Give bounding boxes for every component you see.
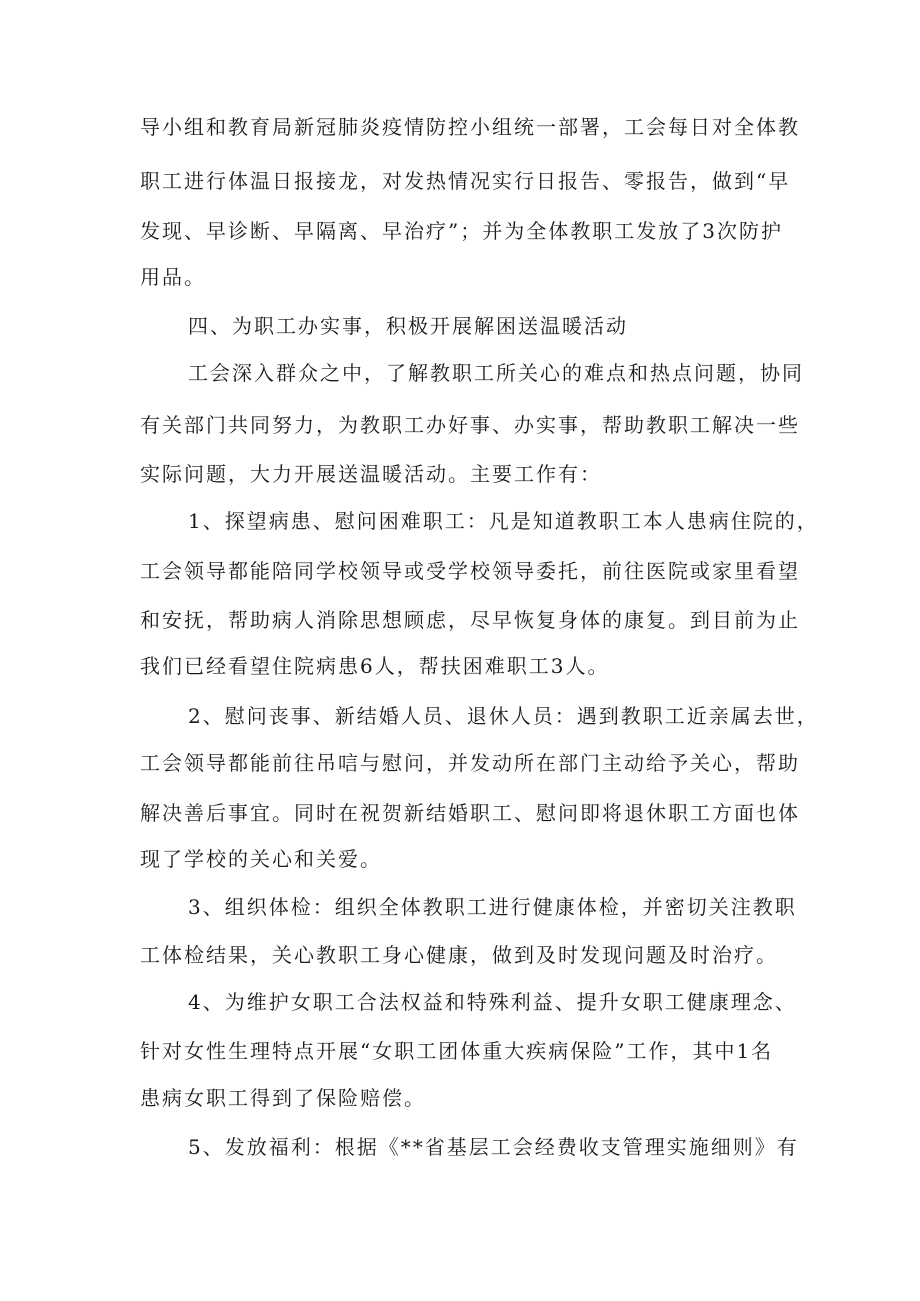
paragraph-line: 现了学校的关心和关爱。: [140, 847, 382, 871]
list-item-line: 4、为维护女职工合法权益和特殊利益、提升女职工健康理念、: [188, 990, 797, 1014]
paragraph-line: 工会领导都能陪同学校领导或受学校领导委托，前往医院或家里看望: [140, 559, 800, 583]
paragraph-line: 实际问题，大力开展送温暖活动。主要工作有：: [140, 462, 602, 486]
paragraph-line: 解决善后事宜。同时在祝贺新结婚职工、慰问即将退休职工方面也体: [140, 801, 800, 825]
paragraph-line: 和安抚，帮助病人消除思想顾虑，尽早恢复身体的康复。到目前为止: [140, 608, 800, 632]
list-item-line: 3、组织体检：组织全体教职工进行健康体检，并密切关注教职: [188, 895, 797, 919]
list-item-line: 1、探望病患、慰问困难职工：凡是知道教职工本人患病住院的，: [188, 509, 819, 533]
list-item-line: 5、发放福利：根据《**省基层工会经费收支管理实施细则》有: [188, 1135, 799, 1159]
paragraph-line: 工会领导都能前往吊唁与慰问，并发动所在部门主动给予关心，帮助: [140, 751, 800, 775]
paragraph-line: 我们已经看望住院病患6人，帮扶困难职工3人。: [140, 654, 610, 678]
list-item-line: 2、慰问丧事、新结婚人员、退休人员：遇到教职工近亲属去世，: [188, 704, 819, 728]
paragraph-line: 工会深入群众之中，了解教职工所关心的难点和热点问题，协同: [188, 361, 804, 385]
paragraph-line: 导小组和教育局新冠肺炎疫情防控小组统一部署，工会每日对全体教: [140, 115, 800, 139]
paragraph-line: 用品。: [140, 265, 206, 289]
section-heading: 四、为职工办实事，积极开展解困送温暖活动: [188, 314, 628, 338]
paragraph-line: 发现、早诊断、早隔离、早治疗”；并为全体教职工发放了3次防护: [140, 219, 783, 243]
paragraph-line: 职工进行体温日报接龙，对发热情况实行日报告、零报告，做到“早: [140, 169, 791, 193]
paragraph-line: 有关部门共同努力，为教职工办好事、办实事，帮助教职工解决一些: [140, 413, 800, 437]
paragraph-line: 针对女性生理特点开展“女职工团体重大疾病保险”工作，其中1名: [140, 1039, 774, 1063]
paragraph-line: 患病女职工得到了保险赔偿。: [140, 1086, 426, 1110]
paragraph-line: 工体检结果，关心教职工身心健康，做到及时发现问题及时治疗。: [140, 943, 778, 967]
